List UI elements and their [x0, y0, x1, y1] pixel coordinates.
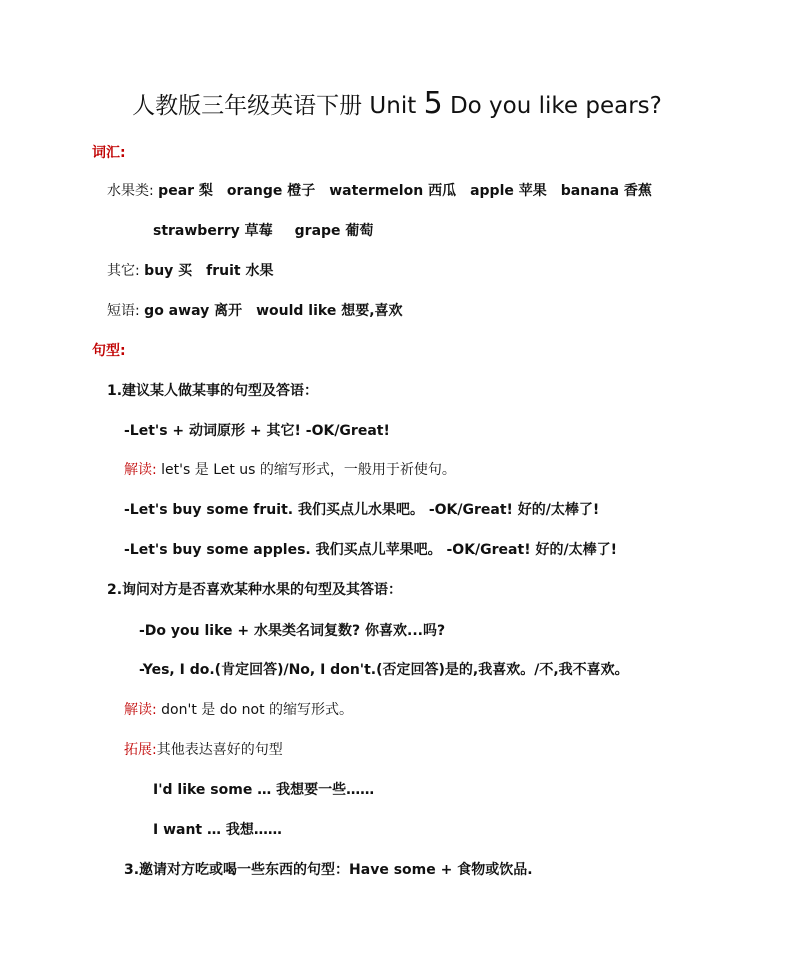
phrase-row [107, 301, 403, 321]
fruit-item: apple 苹果 [470, 183, 547, 199]
fruit-item: banana 香蕉 [560, 183, 652, 199]
fruit-row-2 [153, 221, 373, 241]
extension-text: 其他表达喜好的句型 [156, 742, 283, 758]
page-title [0, 86, 794, 121]
fruit-item: grape 葡萄 [294, 223, 374, 239]
fruit-label: 水果类: [107, 183, 159, 199]
title-question: Do you like pears? [442, 93, 662, 119]
note-label: 解读: [124, 462, 157, 478]
pattern-1-example-1: -Let's buy some fruit. 我们买点儿水果吧。 -OK/Great! 好的/太棒了! [124, 502, 600, 518]
other-item: fruit 水果 [206, 263, 274, 279]
extension-label: 拓展: [124, 742, 157, 758]
pattern-1-example-2: -Let's buy some apples. 我们买点儿苹果吧。 -OK/Great! 好的/太棒了! [124, 542, 617, 558]
title-unit-number: 5 [423, 86, 443, 121]
fruit-item: orange 橙子 [226, 183, 316, 199]
other-row [107, 261, 274, 281]
phrase-label: 短语: [107, 303, 145, 319]
pattern-3-title: 3.邀请对方吃或喝一些东西的句型：Have some + 食物或饮品. [124, 862, 533, 878]
phrase-item: would like 想要,喜欢 [256, 303, 403, 319]
fruit-item: pear 梨 [158, 183, 213, 199]
pattern-2-answer: -Yes, I do.(肯定回答)/No, I don't.(否定回答)是的,我喜欢。/不,我不喜欢。 [139, 662, 629, 678]
phrase-item: go away 离开 [144, 303, 243, 319]
fruit-row-1 [107, 181, 652, 201]
note-text: don't 是 do not 的缩写形式。 [156, 702, 354, 718]
pattern-1-structure: -Let's + 动词原形 + 其它! -OK/Great! [124, 423, 390, 439]
pattern-2-question: -Do you like + 水果类名词复数? 你喜欢...吗? [139, 623, 446, 639]
note-text: let's 是 Let us 的缩写形式，一般用于祈使句。 [156, 462, 456, 478]
pattern-2-title: 2.询问对方是否喜欢某种水果的句型及其答语： [107, 582, 403, 598]
extension-example-2: I want … 我想…… [153, 822, 282, 838]
pattern-1-note [124, 460, 456, 480]
vocab-heading: 词汇: [92, 145, 126, 161]
other-label: 其它: [107, 263, 145, 279]
pattern-1-title: 1.建议某人做某事的句型及答语： [107, 383, 319, 399]
pattern-2-note [124, 700, 353, 720]
fruit-item: strawberry 草莓 [153, 223, 273, 239]
other-item: buy 买 [144, 263, 193, 279]
title-text: 人教版三年级英语下册 Unit [132, 93, 424, 119]
sentences-heading: 句型: [92, 343, 126, 359]
note-label: 解读: [124, 702, 157, 718]
fruit-item: watermelon 西瓜 [329, 183, 457, 199]
extension-example-1: I'd like some … 我想要一些…… [153, 782, 375, 798]
pattern-2-extension [124, 740, 283, 760]
